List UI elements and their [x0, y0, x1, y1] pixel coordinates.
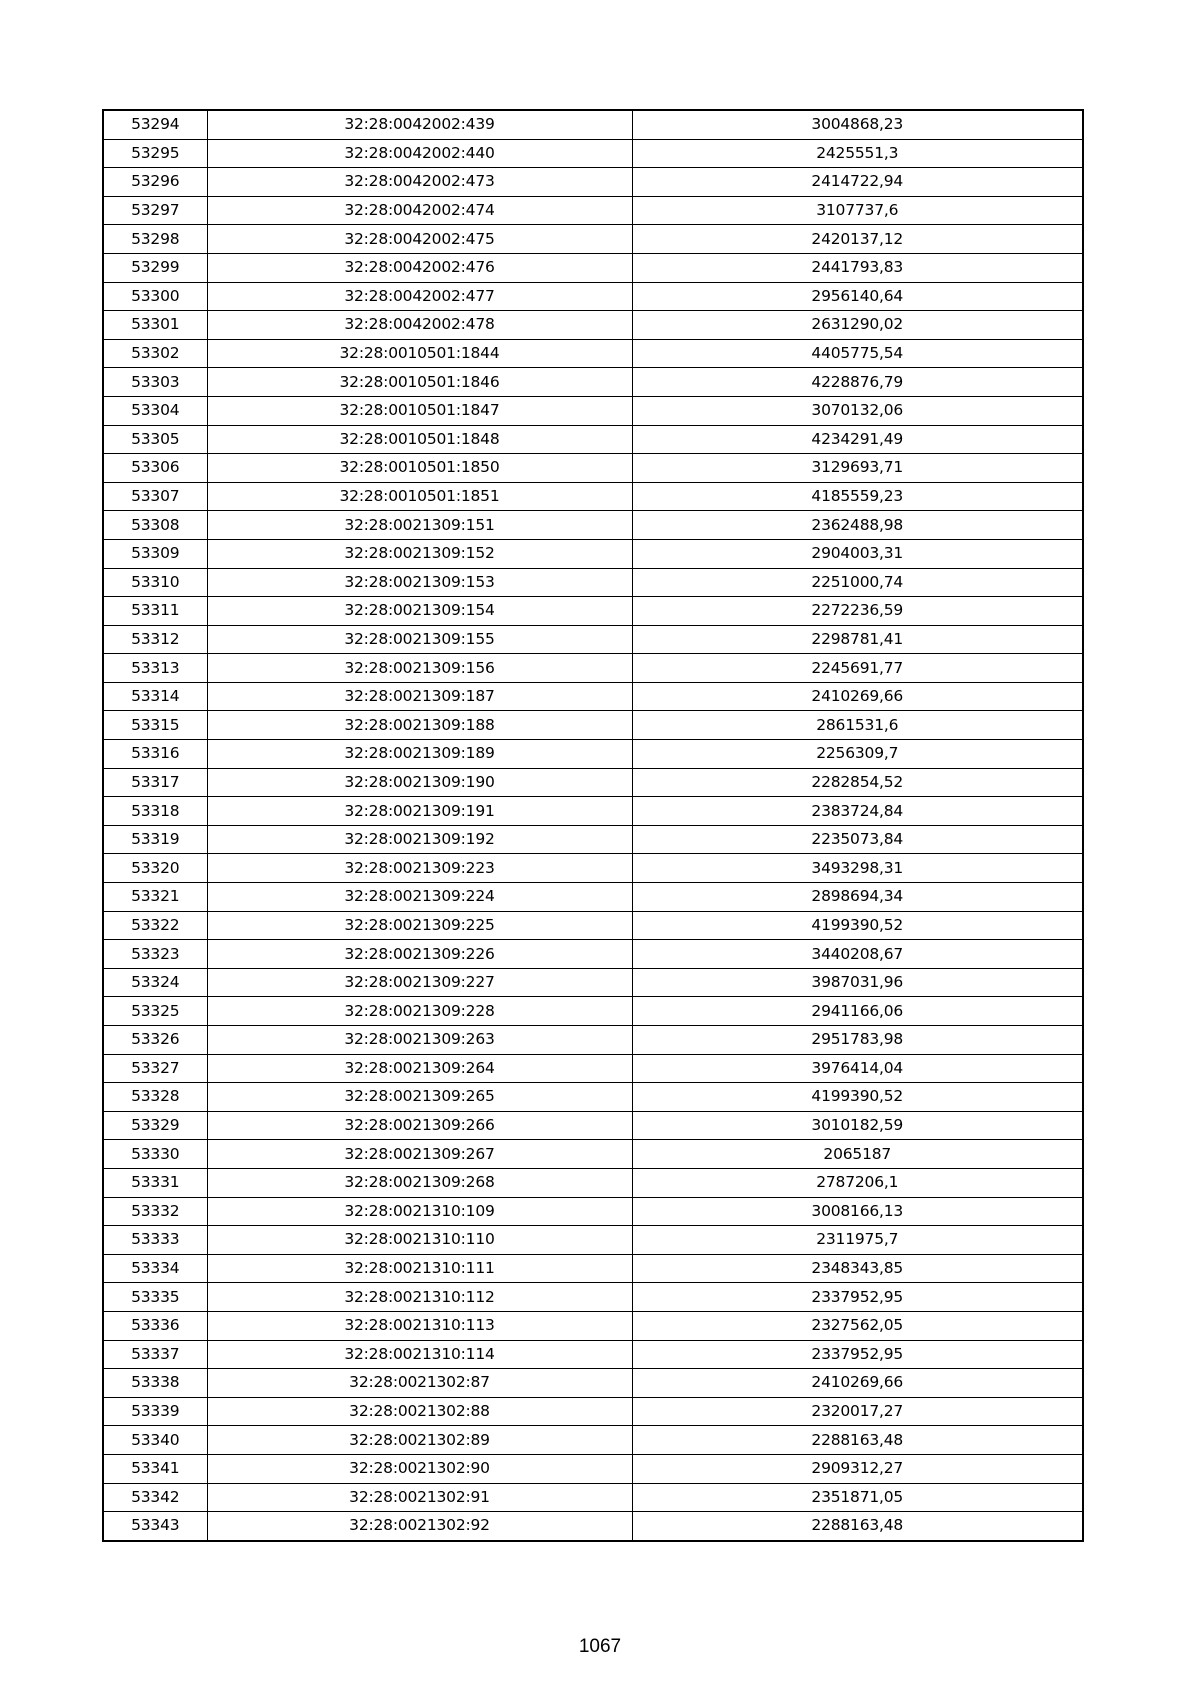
table-row [103, 768, 1083, 797]
row-number-cell: 53321 [103, 883, 207, 912]
row-number-cell: 53316 [103, 740, 207, 769]
row-number-cell: 53299 [103, 253, 207, 282]
cadastral-number-cell: 32:28:0021309:191 [207, 797, 632, 826]
cadastral-number-cell: 32:28:0021309:264 [207, 1054, 632, 1083]
row-number-cell: 53307 [103, 482, 207, 511]
cadastral-number-cell: 32:28:0021310:111 [207, 1254, 632, 1283]
row-number-cell: 53305 [103, 425, 207, 454]
value-cell: 3976414,04 [632, 1054, 1083, 1083]
value-cell: 2256309,7 [632, 740, 1083, 769]
table-row [103, 1168, 1083, 1197]
cadastral-number-cell: 32:28:0021309:192 [207, 825, 632, 854]
table-row [103, 1369, 1083, 1398]
cadastral-number-cell: 32:28:0021309:265 [207, 1083, 632, 1112]
cadastral-number-cell: 32:28:0021309:156 [207, 654, 632, 683]
row-number-cell: 53328 [103, 1083, 207, 1112]
value-cell: 2337952,95 [632, 1340, 1083, 1369]
cadastral-number-cell: 32:28:0010501:1848 [207, 425, 632, 454]
cadastral-number-cell: 32:28:0042002:440 [207, 139, 632, 168]
value-cell: 4405775,54 [632, 339, 1083, 368]
table-row [103, 282, 1083, 311]
table-row [103, 711, 1083, 740]
cadastral-number-cell: 32:28:0042002:439 [207, 110, 632, 139]
value-cell: 2320017,27 [632, 1397, 1083, 1426]
value-cell: 2861531,6 [632, 711, 1083, 740]
row-number-cell: 53313 [103, 654, 207, 683]
table-row [103, 139, 1083, 168]
row-number-cell: 53310 [103, 568, 207, 597]
table-row [103, 110, 1083, 139]
table-row [103, 568, 1083, 597]
cadastral-number-cell: 32:28:0021310:109 [207, 1197, 632, 1226]
value-cell: 3010182,59 [632, 1111, 1083, 1140]
table-row [103, 654, 1083, 683]
value-cell: 2898694,34 [632, 883, 1083, 912]
cadastral-number-cell: 32:28:0021309:227 [207, 968, 632, 997]
table-row [103, 1197, 1083, 1226]
cadastral-number-cell: 32:28:0021309:154 [207, 597, 632, 626]
value-cell: 3004868,23 [632, 110, 1083, 139]
row-number-cell: 53332 [103, 1197, 207, 1226]
value-cell: 2414722,94 [632, 168, 1083, 197]
cadastral-number-cell: 32:28:0021310:113 [207, 1311, 632, 1340]
value-cell: 2288163,48 [811, 1516, 904, 1535]
value-cell: 2441793,83 [632, 253, 1083, 282]
value-cell: 2420137,12 [632, 225, 1083, 254]
table-row [103, 1283, 1083, 1312]
cadastral-number-cell: 32:28:0021309:263 [207, 1026, 632, 1055]
value-cell: 4234291,49 [632, 425, 1083, 454]
value-cell: 2251000,74 [632, 568, 1083, 597]
cadastral-number-cell: 32:28:0010501:1846 [207, 368, 632, 397]
row-number-cell: 53335 [103, 1283, 207, 1312]
value-cell: 3987031,96 [632, 968, 1083, 997]
value-cell: 2327562,05 [632, 1311, 1083, 1340]
cadastral-number-cell: 32:28:0010501:1844 [207, 339, 632, 368]
cadastral-number-cell: 32:28:0021309:188 [207, 711, 632, 740]
value-cell: 2941166,06 [632, 997, 1083, 1026]
row-number-cell: 53301 [103, 311, 207, 340]
row-number-cell: 53319 [103, 825, 207, 854]
cadastral-number-cell: 32:28:0021310:110 [207, 1226, 632, 1255]
table-row [103, 339, 1083, 368]
value-cell: 3129693,71 [632, 454, 1083, 483]
value-cell: 2351871,05 [632, 1483, 1083, 1512]
table-row [103, 539, 1083, 568]
row-number-cell: 53308 [103, 511, 207, 540]
row-number-cell: 53333 [103, 1226, 207, 1255]
row-number-cell: 53311 [103, 597, 207, 626]
value-cell: 2065187 [632, 1140, 1083, 1169]
cadastral-number-cell: 32:28:0042002:473 [207, 168, 632, 197]
row-number-cell: 53334 [103, 1254, 207, 1283]
value-cell: 4228876,79 [632, 368, 1083, 397]
cadastral-number-cell: 32:28:0042002:478 [207, 311, 632, 340]
cadastral-table [102, 109, 1084, 1542]
table-row [103, 1111, 1083, 1140]
page-number: 1067 [578, 1636, 622, 1657]
table-row [103, 168, 1083, 197]
value-cell: 3440208,67 [632, 940, 1083, 969]
cadastral-number-cell: 32:28:0021302:92 [207, 1512, 632, 1541]
value-cell: 2951783,98 [632, 1026, 1083, 1055]
row-number-cell: 53296 [103, 168, 207, 197]
cadastral-number-cell: 32:28:0010501:1847 [207, 396, 632, 425]
cadastral-number-cell: 32:28:0021310:114 [207, 1340, 632, 1369]
table-row [103, 911, 1083, 940]
table-row [103, 1483, 1083, 1512]
cadastral-number-cell: 32:28:0021309:153 [207, 568, 632, 597]
value-cell: 4199390,52 [632, 1083, 1083, 1112]
cadastral-number-cell: 32:28:0021309:187 [207, 682, 632, 711]
row-number-cell: 53302 [103, 339, 207, 368]
cadastral-number-cell: 32:28:0021309:268 [207, 1168, 632, 1197]
table-row [103, 940, 1083, 969]
value-cell: 3008166,13 [632, 1197, 1083, 1226]
table-row [103, 1054, 1083, 1083]
table-row [103, 253, 1083, 282]
value-cell: 2298781,41 [632, 625, 1083, 654]
value-cell: 2288163,48 [632, 1426, 1083, 1455]
value-cell: 2348343,85 [632, 1254, 1083, 1283]
table-row [103, 368, 1083, 397]
value-cell: 2425551,3 [632, 139, 1083, 168]
table-row [103, 740, 1083, 769]
value-cell: 2245691,77 [632, 654, 1083, 683]
cadastral-number-cell: 32:28:0021309:151 [207, 511, 632, 540]
cadastral-number-cell: 32:28:0042002:475 [207, 225, 632, 254]
table-row [103, 1254, 1083, 1283]
value-cell: 2904003,31 [632, 539, 1083, 568]
table-row [103, 1454, 1083, 1483]
table-row [103, 396, 1083, 425]
cadastral-number-cell: 32:28:0021309:189 [207, 740, 632, 769]
table-row [103, 196, 1083, 225]
row-number-cell: 53337 [103, 1340, 207, 1369]
cadastral-number-cell: 32:28:0042002:476 [207, 253, 632, 282]
value-cell: 2272236,59 [632, 597, 1083, 626]
row-number-cell: 53306 [103, 454, 207, 483]
row-number-cell: 53314 [103, 682, 207, 711]
table-row [103, 997, 1083, 1026]
table-row [103, 797, 1083, 826]
value-cell: 2631290,02 [632, 311, 1083, 340]
cadastral-number-cell: 32:28:0042002:477 [207, 282, 632, 311]
cadastral-number-cell: 32:28:0021302:88 [207, 1397, 632, 1426]
value-cell: 2362488,98 [632, 511, 1083, 540]
table-row [103, 482, 1083, 511]
table-row [103, 425, 1083, 454]
table-row [103, 1340, 1083, 1369]
cadastral-number-cell: 32:28:0021302:91 [207, 1483, 632, 1512]
cadastral-number-cell: 32:28:0042002:474 [207, 196, 632, 225]
row-number-cell: 53297 [103, 196, 207, 225]
cadastral-number-cell: 32:28:0021309:152 [207, 539, 632, 568]
table-row [103, 682, 1083, 711]
cadastral-number-cell: 32:28:0021309:155 [207, 625, 632, 654]
row-number-cell: 53330 [103, 1140, 207, 1169]
value-cell: 2909312,27 [632, 1454, 1083, 1483]
cadastral-number-cell: 32:28:0021309:266 [207, 1111, 632, 1140]
row-number-cell: 53295 [103, 139, 207, 168]
cadastral-number-cell: 32:28:0021309:226 [207, 940, 632, 969]
row-number-cell: 53315 [103, 711, 207, 740]
cadastral-number-cell: 32:28:0021309:225 [207, 911, 632, 940]
table-row [103, 311, 1083, 340]
table-row [103, 625, 1083, 654]
value-cell: 2787206,1 [632, 1168, 1083, 1197]
row-number-cell: 53342 [103, 1483, 207, 1512]
value-cell: 4185559,23 [632, 482, 1083, 511]
table-row [103, 1397, 1083, 1426]
cadastral-number-cell: 32:28:0010501:1851 [207, 482, 632, 511]
row-number-cell: 53320 [103, 854, 207, 883]
table-row [103, 1026, 1083, 1055]
row-number-cell: 53340 [103, 1426, 207, 1455]
table-row [103, 597, 1083, 626]
cadastral-number-cell: 32:28:0021309:228 [207, 997, 632, 1026]
cadastral-number-cell: 32:28:0021309:224 [207, 883, 632, 912]
row-number-cell: 53298 [103, 225, 207, 254]
value-cell: 3493298,31 [632, 854, 1083, 883]
cadastral-number-cell: 32:28:0021302:90 [207, 1454, 632, 1483]
value-cell: 3070132,06 [632, 396, 1083, 425]
cadastral-number-cell: 32:28:0021309:223 [207, 854, 632, 883]
row-number-cell: 53309 [103, 539, 207, 568]
row-number-cell: 53338 [103, 1369, 207, 1398]
table-row [103, 454, 1083, 483]
table-row [103, 225, 1083, 254]
table-row [103, 968, 1083, 997]
row-number-cell: 53331 [103, 1168, 207, 1197]
table-row [103, 1226, 1083, 1255]
row-number-cell: 53317 [103, 768, 207, 797]
table-row [103, 1512, 1083, 1541]
table-row [103, 511, 1083, 540]
cadastral-number-cell: 32:28:0021309:267 [207, 1140, 632, 1169]
row-number-cell: 53318 [103, 797, 207, 826]
table-row [103, 825, 1083, 854]
row-number-cell: 53303 [103, 368, 207, 397]
value-cell: 4199390,52 [632, 911, 1083, 940]
row-number-cell: 53294 [103, 110, 207, 139]
row-number-cell: 53324 [103, 968, 207, 997]
row-number-cell: 53327 [103, 1054, 207, 1083]
row-number-cell: 53341 [103, 1454, 207, 1483]
row-number-cell: 53323 [103, 940, 207, 969]
row-number-cell: 53325 [103, 997, 207, 1026]
table-row [103, 854, 1083, 883]
value-cell: 2410269,66 [632, 682, 1083, 711]
row-number-cell: 53304 [103, 396, 207, 425]
value-cell: 2383724,84 [632, 797, 1083, 826]
table-row [103, 1140, 1083, 1169]
table-row [103, 1083, 1083, 1112]
value-cell: 3107737,6 [632, 196, 1083, 225]
cadastral-number-cell: 32:28:0010501:1850 [207, 454, 632, 483]
value-cell: 2282854,52 [632, 768, 1083, 797]
table-row [103, 1311, 1083, 1340]
cadastral-number-cell: 32:28:0021302:89 [207, 1426, 632, 1455]
value-cell: 2337952,95 [632, 1283, 1083, 1312]
row-number-cell: 53300 [103, 282, 207, 311]
table-row [103, 883, 1083, 912]
value-cell: 2956140,64 [632, 282, 1083, 311]
row-number-cell: 53329 [103, 1111, 207, 1140]
row-number-cell: 53343 [103, 1512, 207, 1541]
value-cell: 2410269,66 [632, 1369, 1083, 1398]
table-row [103, 1426, 1083, 1455]
row-number-cell: 53339 [103, 1397, 207, 1426]
row-number-cell: 53326 [103, 1026, 207, 1055]
cadastral-number-cell: 32:28:0021302:87 [207, 1369, 632, 1398]
row-number-cell: 53322 [103, 911, 207, 940]
value-cell: 2311975,7 [632, 1226, 1083, 1255]
table-body [103, 110, 1083, 1541]
value-cell: 2235073,84 [632, 825, 1083, 854]
cadastral-number-cell: 32:28:0021310:112 [207, 1283, 632, 1312]
cadastral-number-cell: 32:28:0021309:190 [207, 768, 632, 797]
row-number-cell: 53312 [103, 625, 207, 654]
row-number-cell: 53336 [103, 1311, 207, 1340]
